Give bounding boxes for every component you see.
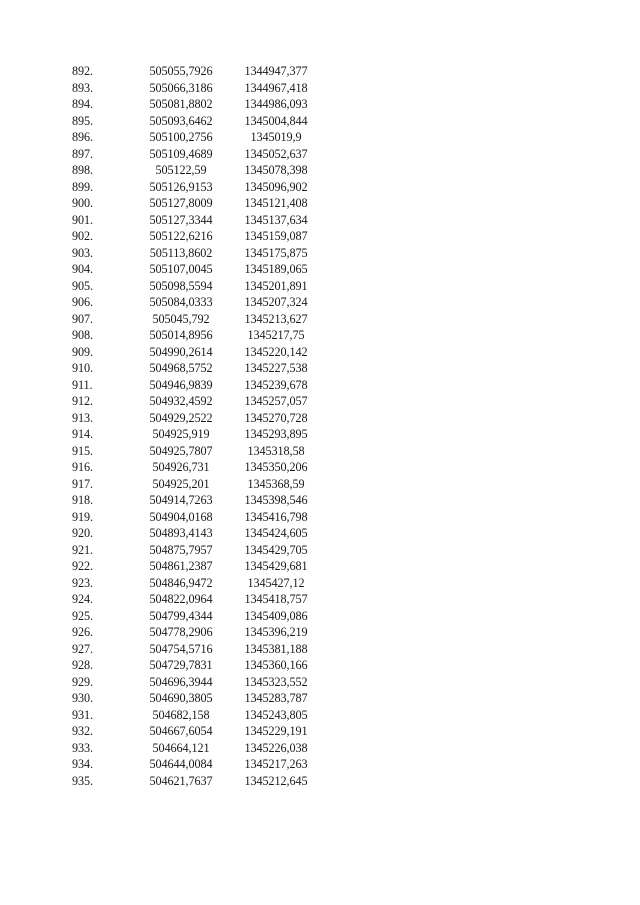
y-coordinate-cell: 1345409,086 xyxy=(244,608,308,623)
table-row xyxy=(72,492,328,509)
point-number-cell: 902. xyxy=(72,229,93,243)
point-number-cell: 931. xyxy=(72,707,93,722)
point-number-cell: 923. xyxy=(72,575,93,590)
point-number-cell: 914. xyxy=(72,427,93,441)
table-row xyxy=(72,426,328,443)
point-number-cell: 906. xyxy=(72,295,93,309)
x-coordinate-cell: 504929,2522 xyxy=(149,410,213,425)
table-row xyxy=(72,723,328,740)
x-coordinate-cell: 504846,9472 xyxy=(149,575,213,590)
x-coordinate-cell: 505122,59 xyxy=(155,163,207,177)
table-row xyxy=(72,509,328,526)
point-number-cell: 898. xyxy=(72,163,93,177)
x-coordinate-cell: 505109,4689 xyxy=(149,146,213,161)
y-coordinate-cell: 1345217,263 xyxy=(244,757,308,771)
x-coordinate-cell: 504729,7831 xyxy=(149,658,213,672)
point-number-cell: 934. xyxy=(72,757,93,771)
y-coordinate-cell: 1345019,9 xyxy=(250,130,302,144)
point-number-cell: 922. xyxy=(72,559,93,573)
point-number-cell: 928. xyxy=(72,658,93,672)
x-coordinate-cell: 504875,7957 xyxy=(149,542,213,557)
point-number-cell: 921. xyxy=(72,542,93,557)
point-number-cell: 917. xyxy=(72,476,93,491)
x-coordinate-cell: 505107,0045 xyxy=(149,262,213,276)
y-coordinate-cell: 1345418,757 xyxy=(244,592,308,606)
x-coordinate-cell: 505093,6462 xyxy=(149,113,213,128)
x-coordinate-cell: 504925,201 xyxy=(152,476,210,491)
point-number-cell: 915. xyxy=(72,443,93,458)
y-coordinate-cell: 1345427,12 xyxy=(247,575,305,590)
x-coordinate-cell: 504822,0964 xyxy=(149,592,213,606)
x-coordinate-cell: 504925,7807 xyxy=(149,443,213,458)
y-coordinate-cell: 1345004,844 xyxy=(244,113,308,128)
table-row xyxy=(72,311,328,328)
point-number-cell: 918. xyxy=(72,493,93,507)
x-coordinate-cell: 504926,731 xyxy=(152,460,210,474)
x-coordinate-cell: 505014,8956 xyxy=(149,328,213,342)
point-number-cell: 930. xyxy=(72,691,93,705)
x-coordinate-cell: 505122,6216 xyxy=(149,229,213,243)
point-number-cell: 907. xyxy=(72,311,93,326)
table-row xyxy=(72,476,328,493)
y-coordinate-cell: 1345350,206 xyxy=(244,460,308,474)
x-coordinate-cell: 505055,7926 xyxy=(149,64,213,78)
point-number-cell: 904. xyxy=(72,262,93,276)
point-number-cell: 892. xyxy=(72,64,93,78)
x-coordinate-cell: 504799,4344 xyxy=(149,608,213,623)
table-row xyxy=(72,96,328,113)
point-number-cell: 924. xyxy=(72,592,93,606)
point-number-cell: 899. xyxy=(72,179,93,194)
point-number-cell: 932. xyxy=(72,724,93,738)
y-coordinate-cell: 1345257,057 xyxy=(244,394,308,408)
x-coordinate-cell: 505127,3344 xyxy=(149,212,213,227)
x-coordinate-cell: 504682,158 xyxy=(152,707,210,722)
table-row xyxy=(72,525,328,542)
x-coordinate-cell: 504621,7637 xyxy=(149,773,213,788)
table-row xyxy=(72,410,328,427)
y-coordinate-cell: 1345293,895 xyxy=(244,427,308,441)
y-coordinate-cell: 1344947,377 xyxy=(244,64,308,78)
x-coordinate-cell: 504690,3805 xyxy=(149,691,213,705)
y-coordinate-cell: 1345424,605 xyxy=(244,526,308,540)
x-coordinate-cell: 505045,792 xyxy=(152,311,210,326)
table-row xyxy=(72,294,328,311)
y-coordinate-cell: 1345396,219 xyxy=(244,625,308,639)
x-coordinate-cell: 504946,9839 xyxy=(149,377,213,392)
point-number-cell: 926. xyxy=(72,625,93,639)
table-row xyxy=(72,657,328,674)
x-coordinate-cell: 505066,3186 xyxy=(149,80,213,95)
y-coordinate-cell: 1345220,142 xyxy=(244,344,308,359)
x-coordinate-cell: 505098,5594 xyxy=(149,278,213,293)
table-row xyxy=(72,360,328,377)
y-coordinate-cell: 1345283,787 xyxy=(244,691,308,705)
x-coordinate-cell: 504914,7263 xyxy=(149,493,213,507)
table-row xyxy=(72,740,328,757)
table-row xyxy=(72,179,328,196)
table-row xyxy=(72,393,328,410)
point-number-cell: 895. xyxy=(72,113,93,128)
point-number-cell: 920. xyxy=(72,526,93,540)
point-number-cell: 933. xyxy=(72,740,93,755)
table-row xyxy=(72,575,328,592)
point-number-cell: 900. xyxy=(72,196,93,210)
table-row xyxy=(72,146,328,163)
y-coordinate-cell: 1345381,188 xyxy=(244,641,308,656)
point-number-cell: 912. xyxy=(72,394,93,408)
table-row xyxy=(72,690,328,707)
point-number-cell: 905. xyxy=(72,278,93,293)
table-row xyxy=(72,261,328,278)
point-number-cell: 919. xyxy=(72,509,93,524)
table-row xyxy=(72,245,328,262)
y-coordinate-cell: 1345052,637 xyxy=(244,146,308,161)
x-coordinate-cell: 505081,8802 xyxy=(149,97,213,111)
x-coordinate-cell: 505084,0333 xyxy=(149,295,213,309)
x-coordinate-cell: 504904,0168 xyxy=(149,509,213,524)
table-row xyxy=(72,195,328,212)
y-coordinate-cell: 1345368,59 xyxy=(247,476,305,491)
table-row xyxy=(72,327,328,344)
y-coordinate-cell: 1345227,538 xyxy=(244,361,308,375)
y-coordinate-cell: 1345416,798 xyxy=(244,509,308,524)
y-coordinate-cell: 1345360,166 xyxy=(244,658,308,672)
y-coordinate-cell: 1345229,191 xyxy=(244,724,308,738)
x-coordinate-cell: 504893,4143 xyxy=(149,526,213,540)
y-coordinate-cell: 1345096,902 xyxy=(244,179,308,194)
table-row xyxy=(72,608,328,625)
y-coordinate-cell: 1345078,398 xyxy=(244,163,308,177)
table-row xyxy=(72,459,328,476)
y-coordinate-cell: 1344986,093 xyxy=(244,97,308,111)
table-row xyxy=(72,591,328,608)
y-coordinate-cell: 1345243,805 xyxy=(244,707,308,722)
point-number-cell: 901. xyxy=(72,212,93,227)
table-row xyxy=(72,756,328,773)
point-number-cell: 893. xyxy=(72,80,93,95)
point-number-cell: 903. xyxy=(72,245,93,260)
table-row xyxy=(72,624,328,641)
x-coordinate-cell: 504778,2906 xyxy=(149,625,213,639)
y-coordinate-cell: 1345212,645 xyxy=(244,773,308,788)
x-coordinate-cell: 504861,2387 xyxy=(149,559,213,573)
y-coordinate-cell: 1345323,552 xyxy=(244,674,308,689)
table-row xyxy=(72,278,328,295)
table-row xyxy=(72,443,328,460)
table-row xyxy=(72,228,328,245)
table-row xyxy=(72,212,328,229)
table-row xyxy=(72,558,328,575)
y-coordinate-cell: 1345226,038 xyxy=(244,740,308,755)
x-coordinate-cell: 504925,919 xyxy=(152,427,210,441)
point-number-cell: 916. xyxy=(72,460,93,474)
table-row xyxy=(72,113,328,130)
y-coordinate-cell: 1345189,065 xyxy=(244,262,308,276)
x-coordinate-cell: 504932,4592 xyxy=(149,394,213,408)
point-number-cell: 925. xyxy=(72,608,93,623)
x-coordinate-cell: 504754,5716 xyxy=(149,641,213,656)
point-number-cell: 913. xyxy=(72,410,93,425)
table-row xyxy=(72,344,328,361)
y-coordinate-cell: 1345175,875 xyxy=(244,245,308,260)
y-coordinate-cell: 1345318,58 xyxy=(247,443,305,458)
x-coordinate-cell: 504968,5752 xyxy=(149,361,213,375)
point-number-cell: 909. xyxy=(72,344,93,359)
y-coordinate-cell: 1345270,728 xyxy=(244,410,308,425)
y-coordinate-cell: 1345201,891 xyxy=(244,278,308,293)
table-row xyxy=(72,542,328,559)
point-number-cell: 908. xyxy=(72,328,93,342)
table-row xyxy=(72,80,328,97)
y-coordinate-cell: 1345217,75 xyxy=(247,328,305,342)
x-coordinate-cell: 505126,9153 xyxy=(149,179,213,194)
y-coordinate-cell: 1345159,087 xyxy=(244,229,308,243)
x-coordinate-cell: 505113,8602 xyxy=(149,245,213,260)
x-coordinate-cell: 504990,2614 xyxy=(149,344,213,359)
y-coordinate-cell: 1345207,324 xyxy=(244,295,308,309)
coordinates-table-body xyxy=(72,63,328,789)
table-row xyxy=(72,707,328,724)
x-coordinate-cell: 504667,6054 xyxy=(149,724,213,738)
point-number-cell: 929. xyxy=(72,674,93,689)
point-number-cell: 927. xyxy=(72,641,93,656)
point-number-cell: 896. xyxy=(72,130,93,144)
table-row xyxy=(72,674,328,691)
table-row xyxy=(72,129,328,146)
point-number-cell: 897. xyxy=(72,146,93,161)
y-coordinate-cell: 1345213,627 xyxy=(244,311,308,326)
y-coordinate-cell: 1345137,634 xyxy=(244,212,308,227)
point-number-cell: 894. xyxy=(72,97,93,111)
y-coordinate-cell: 1345239,678 xyxy=(244,377,308,392)
coordinates-table xyxy=(72,63,328,789)
x-coordinate-cell: 505127,8009 xyxy=(149,196,213,210)
table-row xyxy=(72,377,328,394)
point-number-cell: 935. xyxy=(72,773,93,788)
point-number-cell: 910. xyxy=(72,361,93,375)
y-coordinate-cell: 1344967,418 xyxy=(244,80,308,95)
point-number-cell: 911. xyxy=(72,377,93,392)
table-row xyxy=(72,162,328,179)
table-row xyxy=(72,63,328,80)
table-row xyxy=(72,641,328,658)
y-coordinate-cell: 1345398,546 xyxy=(244,493,308,507)
x-coordinate-cell: 505100,2756 xyxy=(149,130,213,144)
x-coordinate-cell: 504644,0084 xyxy=(149,757,213,771)
y-coordinate-cell: 1345429,705 xyxy=(244,542,308,557)
x-coordinate-cell: 504696,3944 xyxy=(149,674,213,689)
y-coordinate-cell: 1345121,408 xyxy=(244,196,308,210)
table-row xyxy=(72,773,328,790)
y-coordinate-cell: 1345429,681 xyxy=(244,559,308,573)
x-coordinate-cell: 504664,121 xyxy=(152,740,210,755)
